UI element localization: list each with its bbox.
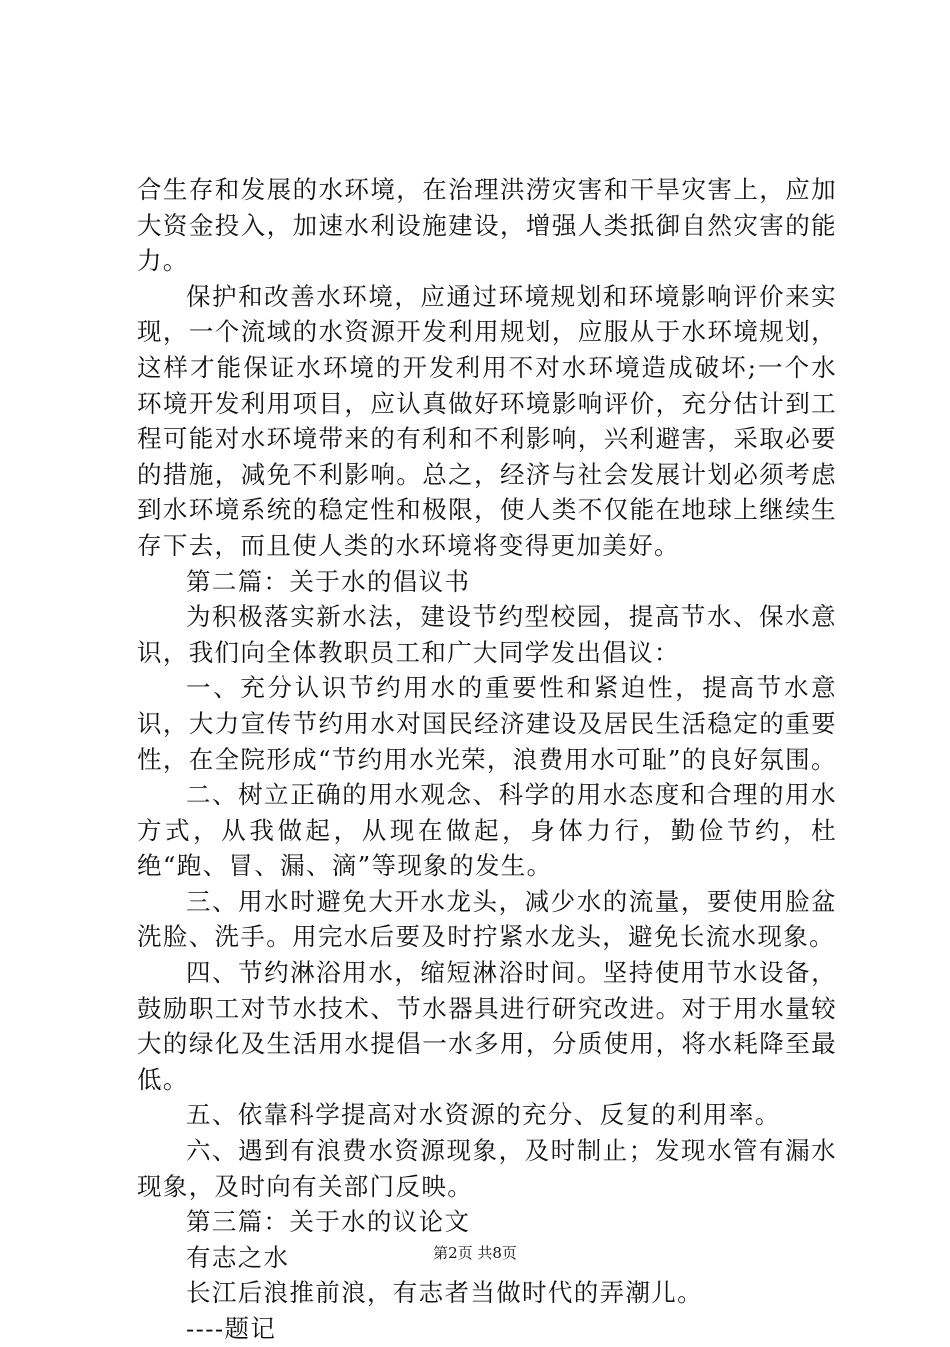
paragraph-water-environment-protection: 保护和改善水环境，应通过环境规划和环境影响评价来实现，一个流域的水资源开发利用规划，应服从于水环境规划，这样才能保证水环境的开发利用不对水环境造成破坏;一个水环境开发利用项目，应认真做好环境影响评价，充分估计到工程可能对水环境带来的有利和不利影响，兴利避害，采取必要的措施，减免不利影响。总之，经济与社会发展计划必须考虑到水环境系统的稳定性和极限，使人类不仅能在地球上继续生存下去，而且使人类的水环境将变得更加美好。 [137,281,837,560]
paragraph-proposal-item-6: 六、遇到有浪费水资源现象，及时制止；发现水管有漏水现象，及时向有关部门反映。 [137,1136,837,1201]
paragraph-proposal-item-4: 四、节约淋浴用水，缩短淋浴时间。坚持使用节水设备，鼓励职工对节水技术、节水器具进行研究改进。对于用水量较大的绿化及生活用水提倡一水多用，分质使用，将水耗降至最低。 [137,958,837,1094]
epigraph-text: 长江后浪推前浪，有志者当做时代的弄潮儿。 [186,1278,703,1308]
paragraph-proposal-item-2: 二、树立正确的用水观念、科学的用水态度和合理的用水方式，从我做起，从现在做起，身体力行，勤俭节约，杜绝“跑、冒、漏、滴”等现象的发生。 [137,780,837,881]
paragraph-proposal-item-5: 五、依靠科学提高对水资源的充分、反复的利用率。 [186,1100,781,1130]
document-body [137,172,837,1347]
paragraph-proposal-item-1: 一、充分认识节约用水的重要性和紧迫性，提高节水意识，大力宣传节约用水对国民经济建设及居民生活稳定的重要性，在全院形成“节约用水光荣，浪费用水可耻”的良好氛围。 [137,673,837,774]
epigraph-attribution: ----题记 [186,1314,277,1343]
page-number-footer: 第2页 共8页 [433,1244,517,1262]
section-heading-3: 第三篇：关于水的议论文 [186,1207,471,1237]
paragraph-proposal-intro: 为积极落实新水法，建设节约型校园，提高节水、保水意识，我们向全体教职员工和广大同学发出倡议： [137,602,837,667]
paragraph-continuation: 合生存和发展的水环境，在治理洪涝灾害和干旱灾害上，应加大资金投入，加速水利设施建设，增强人类抵御自然灾害的能力。 [137,175,837,276]
essay-title: 有志之水 [186,1242,290,1272]
paragraph-proposal-item-3: 三、用水时避免大开水龙头，减少水的流量，要使用脸盆洗脸、洗手。用完水后要及时拧紧水龙头，避免长流水现象。 [137,886,837,952]
section-heading-2: 第二篇：关于水的倡议书 [186,566,471,596]
